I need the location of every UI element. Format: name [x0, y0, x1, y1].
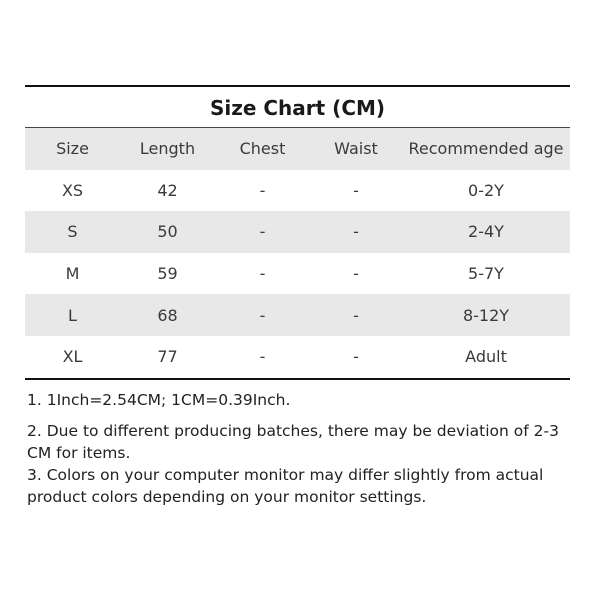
cell-waist: - [353, 264, 359, 284]
cell-size: S [67, 222, 78, 242]
table-row [25, 211, 570, 253]
cell-length: 50 [157, 222, 178, 242]
header-waist: Waist [334, 139, 378, 159]
cell-waist: - [353, 305, 359, 325]
cell-waist: - [353, 347, 359, 367]
table-row [25, 253, 570, 295]
note-colors: 3. Colors on your computer monitor may differ slightly from actual product colors depending on your monitor settings. [27, 465, 544, 506]
cell-size: L [68, 305, 77, 325]
cell-age: 0-2Y [468, 180, 504, 200]
cell-length: 59 [157, 264, 178, 284]
cell-age: Adult [465, 347, 507, 367]
note-conversion: 1. 1Inch=2.54CM; 1CM=0.39Inch. [27, 390, 291, 409]
cell-waist: - [353, 180, 359, 200]
table-row [25, 294, 570, 336]
bottom-rule [25, 378, 570, 380]
table-row [25, 170, 570, 212]
cell-length: 42 [157, 180, 178, 200]
cell-chest: - [259, 180, 266, 200]
cell-size: M [65, 264, 80, 284]
chart-title: Size Chart (CM) [209, 96, 386, 120]
header-length: Length [139, 139, 196, 159]
table-row [25, 336, 570, 378]
header-recommended-age: Recommended age [408, 139, 564, 159]
size-chart [25, 85, 570, 508]
cell-chest: - [259, 222, 266, 242]
cell-size: XS [61, 180, 84, 200]
cell-age: 2-4Y [468, 222, 504, 242]
cell-chest: - [259, 264, 266, 284]
cell-age: 8-12Y [462, 305, 510, 325]
cell-length: 68 [157, 305, 178, 325]
cell-chest: - [259, 305, 266, 325]
cell-age: 5-7Y [468, 264, 504, 284]
cell-waist: - [353, 222, 359, 242]
header-chest: Chest [239, 139, 286, 159]
cell-length: 77 [157, 347, 178, 367]
notes [25, 389, 570, 508]
cell-chest: - [259, 347, 266, 367]
cell-size: XL [62, 347, 83, 367]
header-row [25, 128, 570, 170]
note-deviation: 2. Due to different producing batches, there may be deviation of 2-3 CM for items. [27, 421, 559, 462]
header-size: Size [56, 139, 89, 159]
